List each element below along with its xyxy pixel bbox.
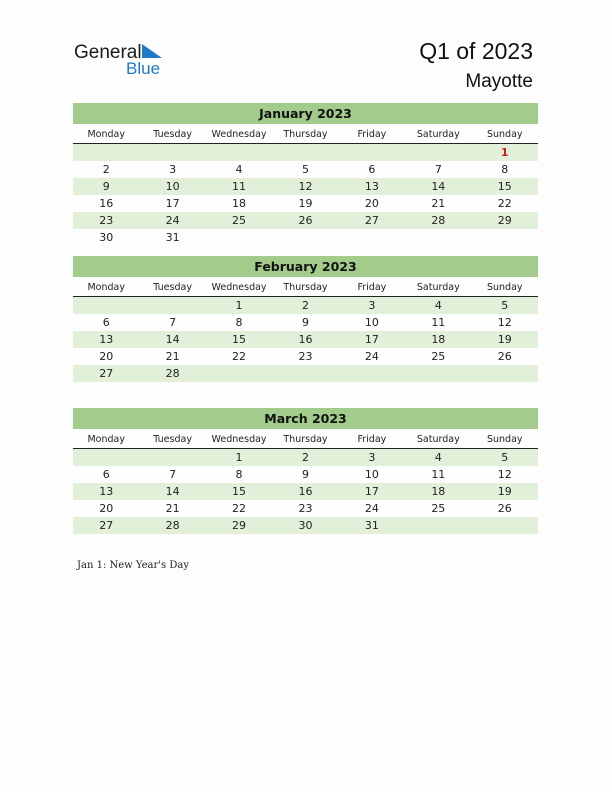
- day-cell: 9: [301, 316, 309, 329]
- week-row: [73, 195, 538, 212]
- weekday-label: Sunday: [486, 129, 523, 140]
- day-cell: 20: [364, 197, 379, 210]
- day-cell: 20: [99, 350, 114, 363]
- day-cell: 15: [232, 485, 247, 498]
- day-cell: 18: [431, 333, 446, 346]
- day-cell: 27: [364, 214, 379, 227]
- day-cell: 19: [497, 333, 512, 346]
- week-row: [73, 466, 538, 483]
- day-cell: 23: [298, 350, 313, 363]
- day-cell: 24: [364, 502, 379, 515]
- day-cell: 8: [235, 316, 243, 329]
- day-cell: [272, 144, 338, 161]
- day-cell: 27: [99, 519, 114, 532]
- day-cell: 25: [431, 350, 446, 363]
- day-cell: 4: [434, 451, 442, 464]
- day-cell: 12: [497, 468, 512, 481]
- day-cell: 7: [434, 163, 442, 176]
- day-cell: 15: [232, 333, 247, 346]
- day-cell: 11: [232, 180, 247, 193]
- day-cell: [206, 144, 272, 161]
- weekday-label: Thursday: [283, 129, 328, 140]
- day-cell: 19: [497, 485, 512, 498]
- day-cell: [139, 297, 205, 314]
- day-cell: 21: [165, 502, 180, 515]
- week-row: [73, 297, 538, 314]
- day-cell: 16: [298, 333, 313, 346]
- day-cell: [472, 517, 538, 534]
- day-cell: [405, 229, 471, 246]
- weekday-label: Friday: [357, 434, 387, 445]
- weekday-label: Tuesday: [153, 434, 192, 445]
- month-january: [73, 103, 538, 246]
- day-cell: [339, 365, 405, 382]
- day-cell: 1: [500, 146, 509, 159]
- month-february: [73, 256, 538, 382]
- month-march: [73, 408, 538, 534]
- day-cell: 20: [99, 502, 114, 515]
- week-row: [73, 229, 538, 246]
- day-cell: 28: [165, 519, 180, 532]
- day-cell: [472, 365, 538, 382]
- day-cell: 21: [431, 197, 446, 210]
- day-cell: 3: [169, 163, 177, 176]
- weekday-label: Wednesday: [211, 282, 267, 293]
- weekday-label: Wednesday: [211, 434, 267, 445]
- day-cell: [206, 229, 272, 246]
- day-cell: 12: [298, 180, 313, 193]
- page-title: Q1 of 2023: [419, 38, 533, 64]
- day-cell: [272, 229, 338, 246]
- holiday-note: Jan 1: New Year's Day: [77, 560, 189, 571]
- day-cell: [139, 449, 205, 466]
- weekday-label: Friday: [357, 129, 387, 140]
- day-cell: 27: [99, 367, 114, 380]
- day-cell: 9: [301, 468, 309, 481]
- week-row: [73, 365, 538, 382]
- day-cell: 6: [368, 163, 376, 176]
- day-cell: [472, 229, 538, 246]
- day-cell: 17: [364, 333, 379, 346]
- weekday-row: [73, 431, 538, 449]
- day-cell: 13: [99, 485, 114, 498]
- day-cell: 17: [165, 197, 180, 210]
- day-cell: 18: [232, 197, 247, 210]
- weekday-label: Friday: [357, 282, 387, 293]
- day-cell: 2: [301, 451, 309, 464]
- day-cell: 23: [298, 502, 313, 515]
- day-cell: 18: [431, 485, 446, 498]
- day-cell: 9: [102, 180, 110, 193]
- day-cell: 17: [364, 485, 379, 498]
- day-cell: 4: [434, 299, 442, 312]
- day-cell: 30: [298, 519, 313, 532]
- day-cell: 6: [102, 316, 110, 329]
- day-cell: [139, 144, 205, 161]
- day-cell: 16: [298, 485, 313, 498]
- weekday-label: Thursday: [283, 282, 328, 293]
- day-cell: 5: [301, 163, 309, 176]
- weekday-label: Monday: [87, 282, 125, 293]
- day-cell: 5: [501, 451, 509, 464]
- day-cell: 25: [232, 214, 247, 227]
- weekday-label: Monday: [87, 129, 125, 140]
- logo-word-blue: Blue: [126, 59, 161, 78]
- week-row: [73, 449, 538, 466]
- weekday-label: Tuesday: [153, 282, 192, 293]
- day-cell: 3: [368, 299, 376, 312]
- day-cell: 3: [368, 451, 376, 464]
- day-cell: 5: [501, 299, 509, 312]
- day-cell: 24: [165, 214, 180, 227]
- logo: [74, 42, 174, 78]
- day-cell: 13: [364, 180, 379, 193]
- day-cell: [272, 365, 338, 382]
- day-cell: 29: [232, 519, 247, 532]
- day-cell: 12: [497, 316, 512, 329]
- week-row: [73, 331, 538, 348]
- day-cell: 30: [99, 231, 114, 244]
- day-cell: 28: [165, 367, 180, 380]
- page-subtitle: Mayotte: [465, 71, 533, 92]
- day-cell: [339, 144, 405, 161]
- week-row: [73, 500, 538, 517]
- day-cell: 16: [99, 197, 114, 210]
- day-cell: 4: [235, 163, 243, 176]
- week-row: [73, 161, 538, 178]
- day-cell: [339, 229, 405, 246]
- weekday-label: Thursday: [283, 434, 328, 445]
- day-cell: 28: [431, 214, 446, 227]
- day-cell: [73, 297, 139, 314]
- day-cell: 19: [298, 197, 313, 210]
- week-row: [73, 483, 538, 500]
- day-cell: 2: [102, 163, 110, 176]
- month-header: January 2023: [73, 103, 538, 124]
- day-cell: 10: [364, 468, 379, 481]
- logo-triangle-icon: [140, 42, 164, 60]
- week-row: [73, 178, 538, 195]
- weekday-label: Sunday: [486, 434, 523, 445]
- day-cell: 7: [169, 468, 177, 481]
- day-cell: 22: [497, 197, 512, 210]
- day-cell: 14: [431, 180, 446, 193]
- weekday-label: Tuesday: [153, 129, 192, 140]
- weekday-label: Saturday: [416, 129, 460, 140]
- day-cell: 26: [298, 214, 313, 227]
- day-cell: 8: [501, 163, 509, 176]
- day-cell: 2: [301, 299, 309, 312]
- weekday-label: Saturday: [416, 282, 460, 293]
- weekday-label: Wednesday: [211, 129, 267, 140]
- day-cell: 10: [364, 316, 379, 329]
- month-header: February 2023: [73, 256, 538, 277]
- day-cell: 26: [497, 350, 512, 363]
- week-row: [73, 314, 538, 331]
- week-row: [73, 212, 538, 229]
- day-cell: 14: [165, 485, 180, 498]
- day-cell: [73, 449, 139, 466]
- day-cell: 11: [431, 468, 446, 481]
- day-cell: 31: [364, 519, 379, 532]
- day-cell: 8: [235, 468, 243, 481]
- day-cell: 23: [99, 214, 114, 227]
- weekday-row: [73, 279, 538, 297]
- day-cell: 15: [497, 180, 512, 193]
- week-row: [73, 144, 538, 161]
- day-cell: 10: [165, 180, 180, 193]
- week-row: [73, 348, 538, 365]
- day-cell: 25: [431, 502, 446, 515]
- day-cell: [405, 144, 471, 161]
- day-cell: [206, 365, 272, 382]
- day-cell: 24: [364, 350, 379, 363]
- day-cell: [405, 365, 471, 382]
- day-cell: 22: [232, 502, 247, 515]
- day-cell: 1: [235, 299, 243, 312]
- day-cell: 6: [102, 468, 110, 481]
- day-cell: [73, 144, 139, 161]
- day-cell: 14: [165, 333, 180, 346]
- day-cell: 11: [431, 316, 446, 329]
- day-cell: 7: [169, 316, 177, 329]
- day-cell: 31: [165, 231, 180, 244]
- weekday-label: Sunday: [486, 282, 523, 293]
- day-cell: 29: [497, 214, 512, 227]
- day-cell: [405, 517, 471, 534]
- logo-word-general: General: [74, 42, 142, 63]
- day-cell: 13: [99, 333, 114, 346]
- day-cell: 26: [497, 502, 512, 515]
- weekday-label: Saturday: [416, 434, 460, 445]
- day-cell: 21: [165, 350, 180, 363]
- day-cell: 22: [232, 350, 247, 363]
- day-cell: 1: [235, 451, 243, 464]
- weekday-label: Monday: [87, 434, 125, 445]
- weekday-row: [73, 126, 538, 144]
- week-row: [73, 517, 538, 534]
- month-header: March 2023: [73, 408, 538, 429]
